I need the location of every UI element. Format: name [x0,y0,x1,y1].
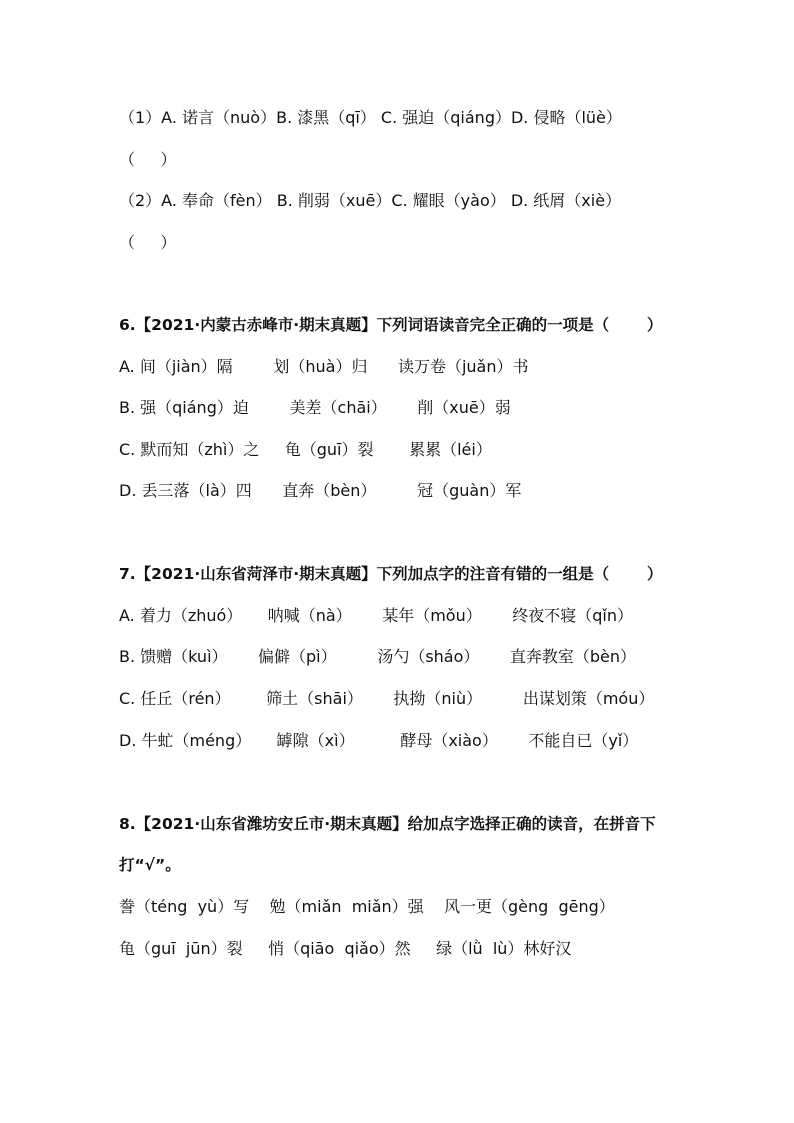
question-8-title-cont: 打“√”。 [119,856,181,874]
q5-sub2-options: （2）A. 奉命（fèn） B. 削弱（xuē）C. 耀眼（yào） D. 纸屑（xiè） [119,191,622,210]
question-6-option-d: D. 丢三落（là）四 直奔（bèn） 冠（guàn）军 [119,481,522,500]
question-7-option-b: B. 馈赠（kuì） 偏僻（pì） 汤勺（sháo） 直奔教室（bèn） [119,647,637,666]
q5-sub1-options: （1）A. 诺言（nuò）B. 漆黑（qī） C. 强迫（qiáng）D. 侵略（lüè） [119,108,622,127]
q5-sub1-answer-blank: （ ） [119,150,177,169]
question-6-option-c: C. 默而知（zhì）之 龟（guī）裂 累累（léi） [119,440,492,459]
question-6-option-b: B. 强（qiáng）迫 美差（chāi） 削（xuē）弱 [119,398,511,417]
question-7-option-d: D. 牛虻（méng） 罅隙（xì） 酵母（xiào） 不能自已（yǐ） [119,731,639,750]
question-7-title: 7.【2021·山东省菏泽市·期末真题】下列加点字的注音有错的一组是（ ） [119,565,663,583]
question-7-option-c: C. 任丘（rén） 筛土（shāi） 执拗（niù） 出谋划策（móu） [119,689,655,708]
question-7-option-a: A. 着力（zhuó） 呐喊（nà） 某年（mǒu） 终夜不寝（qǐn） [119,606,633,625]
question-8-title: 8.【2021·山东省潍坊安丘市·期末真题】给加点字选择正确的读音，在拼音下 [119,815,656,833]
question-8-row-1: 誊（téng yù）写 勉（miǎn miǎn）强 风一更（gèng gēng） [119,897,615,916]
q5-sub2-answer-blank: （ ） [119,233,177,252]
question-8-row-2: 龟（guī jūn）裂 悄（qiāo qiǎo）然 绿（lǜ lù）林好汉 [119,939,572,958]
question-6-option-a: A. 间（jiàn）隔 划（huà）归 读万卷（juǎn）书 [119,357,529,376]
question-6-title: 6.【2021·内蒙古赤峰市·期末真题】下列词语读音完全正确的一项是（ ） [119,316,663,334]
